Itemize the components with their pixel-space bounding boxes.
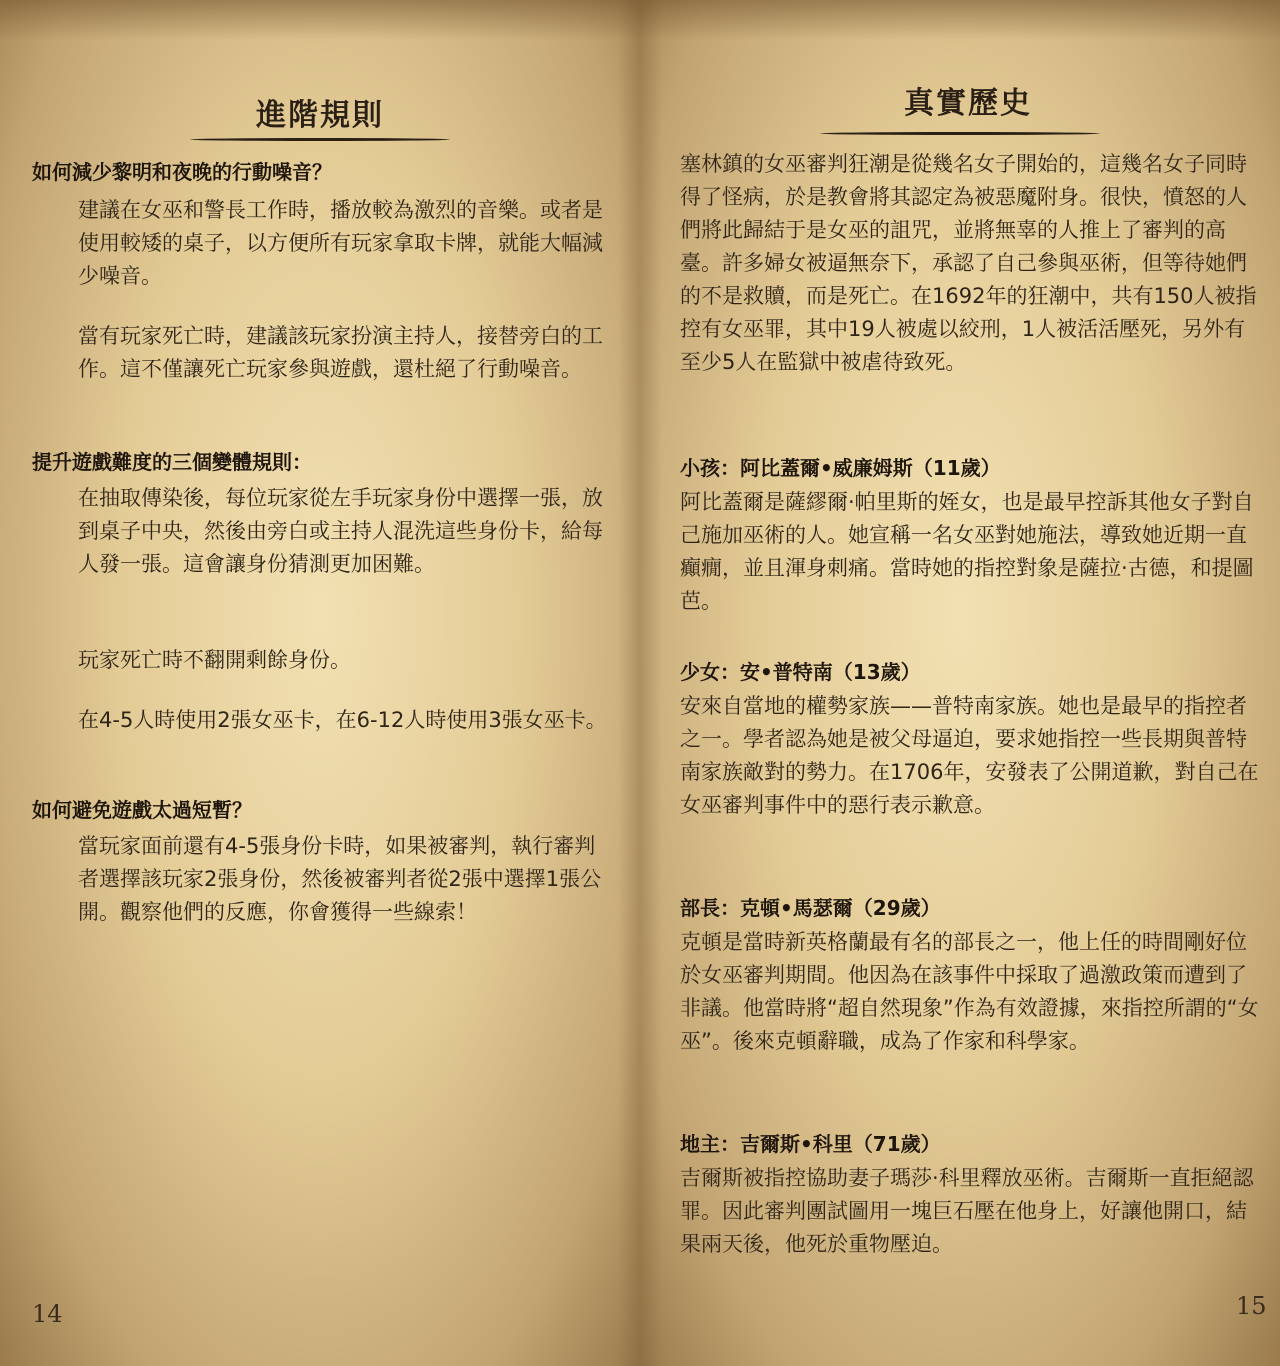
page-number-left: 14 [32, 1300, 63, 1328]
paragraph-short-game: 當玩家面前還有4-5張身份卡時，如果被審判，執行審判者選擇該玩家2張身份，然後被審判者從2張中選擇1張公開。觀察他們的反應，你會獲得一些線索！ [78, 834, 602, 924]
paragraph-noise-2: 當有玩家死亡時，建議該玩家扮演主持人，接替旁白的工作。這不僅讓死亡玩家參與遊戲，還杜絕了行動噪音。 [78, 324, 603, 381]
left-title-underline [190, 138, 450, 141]
person-text-ann: 安來自當地的權勢家族——普特南家族。她也是最早的指控者之一。學者認為她是被父母逼迫，要求她指控一些長期與普特南家族敵對的勢力。在1706年，安發表了公開道歉，對自己在女巫審判事件中的惡行表示歉意。 [680, 694, 1259, 817]
book-gutter [618, 0, 662, 1366]
section-heading-variants: 提升遊戲難度的三個變體規則： [32, 450, 312, 474]
paragraph-variant-1: 在抽取傳染後，每位玩家從左手玩家身份中選擇一張，放到桌子中央，然後由旁白或主持人混洗這些身份卡，給每人發一張。這會讓身份猜測更加困難。 [78, 486, 603, 576]
paragraph-variant-2: 玩家死亡時不翻開剩餘身份。 [78, 648, 351, 672]
page-number-right: 15 [1236, 1292, 1267, 1320]
person-heading-giles: 地主：吉爾斯•科里（71歲） [680, 1132, 941, 1156]
section-heading-noise: 如何減少黎明和夜晚的行動噪音？ [32, 160, 332, 184]
person-heading-abigail: 小孩：阿比蓋爾•威廉姆斯（11歲） [680, 456, 1001, 480]
paragraph-noise-1: 建議在女巫和警長工作時，播放較為激烈的音樂。或者是使用較矮的桌子，以方便所有玩家拿取卡牌，就能大幅減少噪音。 [78, 198, 603, 288]
person-text-abigail: 阿比蓋爾是薩繆爾·帕里斯的姪女，也是最早控訴其他女子對自己施加巫術的人。她宣稱一名女巫對她施法，導致她近期一直癲癇，並且渾身刺痛。當時她的指控對象是薩拉·古德，和提圖芭。 [680, 490, 1254, 613]
top-edge-shadow [0, 0, 1280, 40]
person-heading-cotton: 部長：克頓•馬瑟爾（29歲） [680, 896, 941, 920]
section-heading-short-game: 如何避免遊戲太過短暫？ [32, 798, 252, 822]
left-page-title: 進階規則 [256, 98, 384, 133]
right-page-title: 真實歷史 [904, 86, 1032, 121]
right-page [640, 0, 1280, 1366]
person-text-giles: 吉爾斯被指控協助妻子瑪莎·科里釋放巫術。吉爾斯一直拒絕認罪。因此審判團試圖用一塊巨石壓在他身上，好讓他開口，結果兩天後，他死於重物壓迫。 [680, 1166, 1254, 1256]
person-heading-ann: 少女：安•普特南（13歲） [680, 660, 921, 684]
history-intro: 塞林鎮的女巫審判狂潮是從幾名女子開始的，這幾名女子同時得了怪病，於是教會將其認定為被惡魔附身。很快，憤怒的人們將此歸結于是女巫的詛咒，並將無辜的人推上了審判的高臺。許多婦女被逼無奈下，承認了自己參與巫術，但等待她們的不是救贖，而是死亡。在1692年的狂潮中，共有150人被指控有女巫罪，其中19人被處以絞刑，1人被活活壓死，另外有至少5人在監獄中被虐待致死。 [680, 152, 1257, 374]
right-title-underline [820, 132, 1100, 135]
paragraph-variant-3: 在4-5人時使用2張女巫卡，在6-12人時使用3張女巫卡。 [78, 708, 607, 732]
person-text-cotton: 克頓是當時新英格蘭最有名的部長之一，他上任的時間剛好位於女巫審判期間。他因為在該事件中採取了過激政策而遭到了非議。他當時將“超自然現象”作為有效證據，來指控所謂的“女巫”。後來克頓辭職，成為了作家和科學家。 [680, 930, 1259, 1053]
